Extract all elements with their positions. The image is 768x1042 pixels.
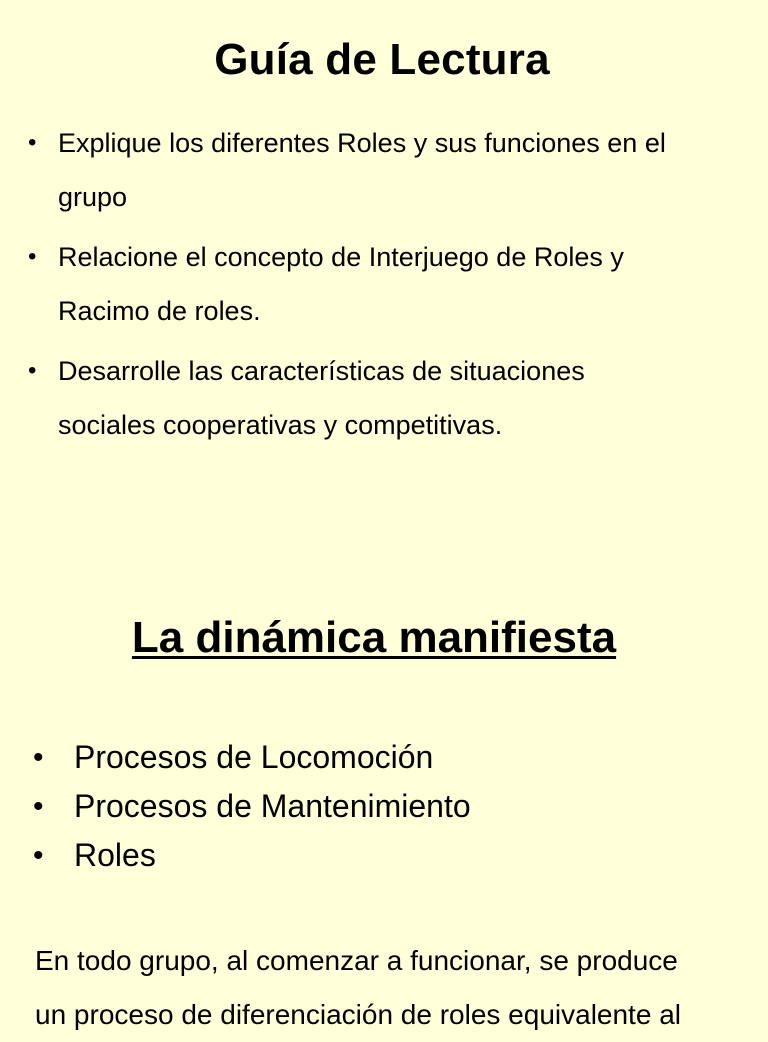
list-item-text-line: Explique los diferentes Roles y sus funciones en el bbox=[58, 128, 666, 158]
reading-guide-title: Guía de Lectura bbox=[214, 35, 550, 84]
list-item-text-line: sociales cooperativas y competitivas. bbox=[58, 410, 503, 440]
list-item bbox=[0, 116, 768, 224]
manifest-dynamics-title: La dinámica manifiesta bbox=[131, 613, 617, 662]
list-item bbox=[0, 230, 768, 338]
list-item bbox=[0, 831, 768, 880]
body-paragraph bbox=[35, 934, 745, 1042]
paragraph-line: un proceso de diferenciación de roles equivalente al bbox=[35, 999, 681, 1030]
list-item-text-line: Desarrolle las características de situaciones bbox=[58, 356, 585, 386]
bullet-icon: • bbox=[28, 129, 37, 156]
list-item-text: Roles bbox=[74, 837, 156, 873]
list-item bbox=[0, 733, 768, 782]
list-item-text: Procesos de Locomoción bbox=[74, 739, 434, 775]
processes-list bbox=[0, 733, 768, 880]
reading-guide-list bbox=[0, 116, 768, 458]
paragraph-line: En todo grupo, al comenzar a funcionar, se produce bbox=[35, 945, 678, 976]
list-item-text-line: Relacione el concepto de Interjuego de Roles y bbox=[58, 242, 624, 272]
bullet-icon: • bbox=[33, 839, 44, 872]
bullet-icon: • bbox=[28, 243, 37, 270]
list-item bbox=[0, 782, 768, 831]
list-item-text: Procesos de Mantenimiento bbox=[74, 788, 471, 824]
list-item-text-line: grupo bbox=[58, 182, 128, 212]
bullet-icon: • bbox=[33, 790, 44, 823]
list-item-text-line: Racimo de roles. bbox=[58, 296, 261, 326]
bullet-icon: • bbox=[33, 741, 44, 774]
bullet-icon: • bbox=[28, 357, 37, 384]
list-item bbox=[0, 344, 768, 452]
